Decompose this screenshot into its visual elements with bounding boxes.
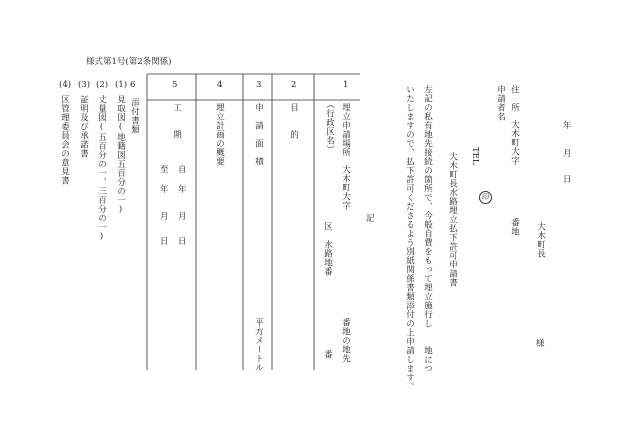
tel-label: TEL	[470, 147, 480, 165]
row-num-2: 2	[291, 80, 297, 90]
to-mark: 至	[160, 165, 169, 175]
addressee-town: 大木町長	[535, 222, 546, 258]
address-suffix: 番地	[509, 218, 520, 236]
from-day: 日	[178, 237, 187, 247]
row-label-4: 埋立計画の概要	[214, 103, 225, 166]
body-line-1: 左記の私有地先接続の箇所で、今般自費をもって埋立施行し 地につ	[422, 85, 433, 373]
to-day: 日	[160, 237, 169, 247]
date-year: 年	[563, 121, 572, 131]
from-year: 年	[178, 185, 187, 195]
row-num-1: 1	[343, 80, 349, 90]
applicant-name-label: 申請者名	[495, 85, 506, 121]
attachment-text-3: 証明及び承諾書	[78, 95, 89, 158]
document-title: 大木町長水路埋立払下許可申請書	[447, 152, 458, 287]
form-id: 様式第1号(第2条関係)	[86, 57, 172, 67]
address-label: 住 所	[509, 85, 520, 112]
attachment-num-1: (1)	[115, 80, 128, 90]
attachment-num-3: (3)	[78, 80, 91, 90]
attachment-text-1: 見取図(地籍図五百分の一)	[115, 95, 126, 215]
row-label-1: 埋立申請場所	[340, 103, 351, 157]
row1-ban: 番	[322, 350, 333, 359]
row-label-2: 目 的	[288, 103, 299, 139]
row1-town: 大木町大字	[340, 165, 351, 210]
row-num-4: 4	[217, 80, 223, 90]
attachments-label: 添付書類	[129, 98, 140, 134]
row-num-3: 3	[256, 80, 262, 90]
row1-ward-plot: 区 水路地番	[322, 222, 333, 276]
seal-mark: 印	[479, 191, 492, 204]
row1-lot-suffix: 番地の地先	[340, 318, 351, 363]
address-value: 大木町大字	[509, 120, 520, 165]
row3-unit: 平方メートル	[253, 318, 264, 372]
to-month: 月	[160, 212, 169, 222]
row-num-5: 5	[172, 80, 178, 90]
attachment-text-2: 丈量図(五百分の一、三百分の一)	[96, 95, 107, 242]
attachment-text-4: 区管理委員会の意見書	[59, 95, 70, 185]
addressee-honorific: 様	[536, 339, 545, 349]
from-month: 月	[178, 212, 187, 222]
to-year: 年	[160, 185, 169, 195]
body-line-2: いたしますので、払下許可くださるよう別紙関係書類添付の上申請します。	[404, 85, 415, 391]
row-sub-1: （行政区名）	[324, 100, 335, 154]
ki-mark: 記	[366, 214, 375, 224]
date-month: 月	[563, 149, 572, 159]
row-label-3: 申 請 面 積	[253, 103, 264, 166]
from-mark: 自	[178, 165, 187, 175]
attachment-num-4: (4)	[59, 80, 72, 90]
row-label-5: 工 期	[171, 103, 182, 139]
attachments-num: 6	[130, 80, 136, 90]
date-day: 日	[563, 175, 572, 185]
attachment-num-2: (2)	[96, 80, 109, 90]
